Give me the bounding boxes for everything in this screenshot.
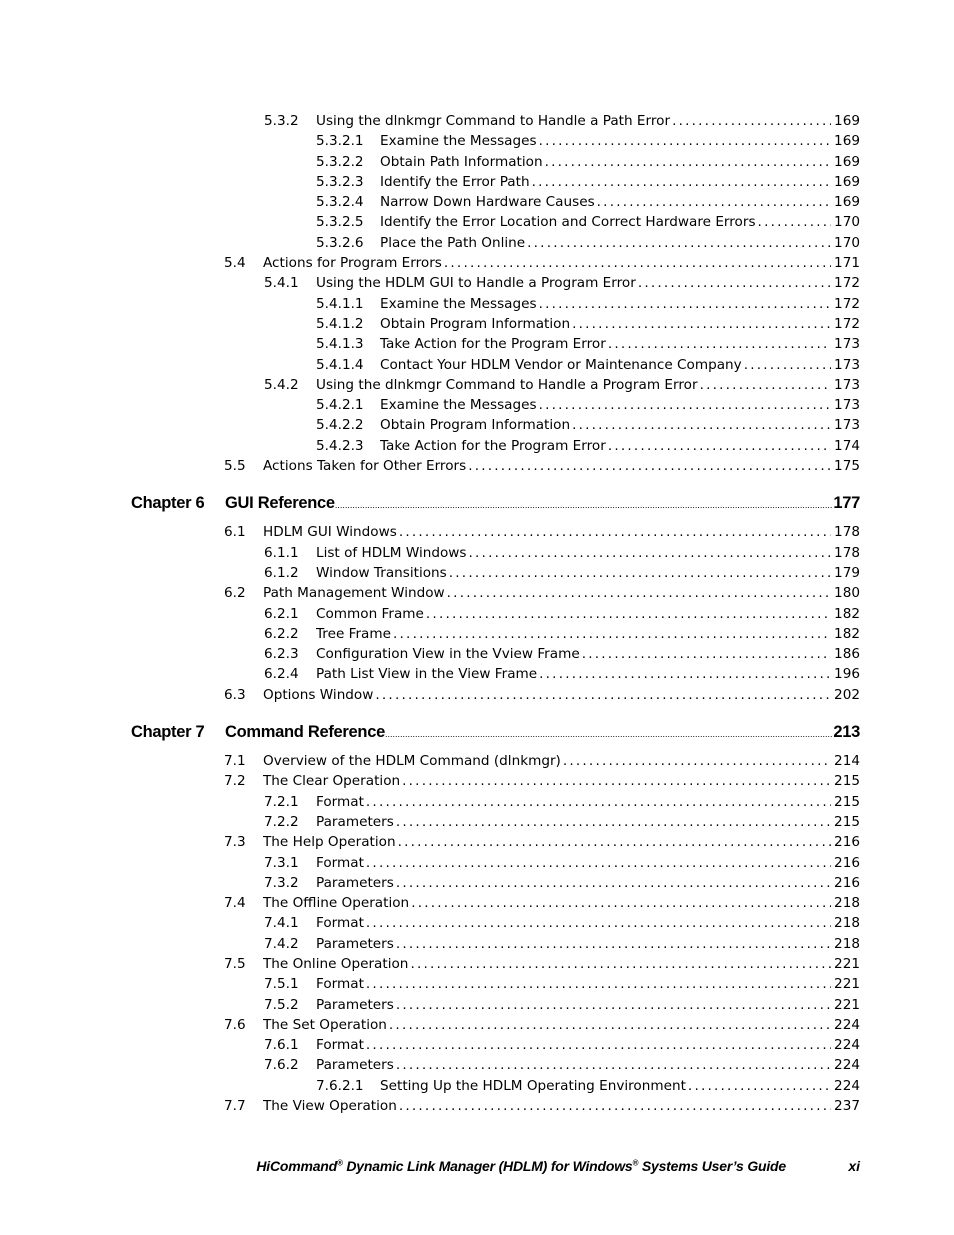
section-title-line <box>380 355 860 375</box>
toc-entry[interactable] <box>0 522 954 542</box>
section-number: 7.2.2 <box>264 813 299 830</box>
section-page-number: 173 <box>834 417 860 434</box>
section-page-number: 224 <box>834 1057 860 1074</box>
dot-leader <box>335 493 834 518</box>
section-page-number: 221 <box>834 996 860 1013</box>
section-title: Parameters <box>316 813 394 830</box>
section-title: Actions for Program Errors <box>263 255 442 272</box>
section-number: 5.4.2 <box>264 376 299 393</box>
dot-leader <box>411 893 831 913</box>
dot-leader <box>375 685 831 705</box>
section-page-number: 218 <box>834 895 860 912</box>
section-title: Format <box>316 976 364 993</box>
toc-entry[interactable] <box>0 974 954 994</box>
toc-entry[interactable] <box>0 192 954 212</box>
dot-leader <box>426 604 831 624</box>
section-title-line <box>316 375 860 395</box>
toc-entry[interactable] <box>0 395 954 415</box>
toc-entry[interactable] <box>0 253 954 273</box>
section-page-number: 178 <box>834 544 860 561</box>
dot-leader <box>449 563 831 583</box>
dot-leader <box>469 543 832 563</box>
section-title-line <box>380 152 860 172</box>
section-number: 5.3.2.2 <box>316 153 364 170</box>
section-title: Using the HDLM GUI to Handle a Program Error <box>316 275 636 292</box>
section-title: Options Window <box>263 686 374 703</box>
section-title-line <box>263 893 860 913</box>
toc-chapter-entry[interactable] <box>0 720 954 745</box>
dot-leader <box>539 395 831 415</box>
footer-title-part2: Dynamic Link Manager (HDLM) for Windows <box>342 1158 633 1174</box>
section-page-number: 178 <box>834 524 860 541</box>
section-number: 5.3.2.6 <box>316 234 364 251</box>
dot-leader <box>396 1055 831 1075</box>
dot-leader <box>468 456 831 476</box>
toc-entry[interactable] <box>0 664 954 684</box>
section-title-line <box>380 415 860 435</box>
section-title-line <box>380 334 860 354</box>
section-number: 7.5.1 <box>264 976 299 993</box>
section-title-line <box>316 812 860 832</box>
section-page-number: 215 <box>834 793 860 810</box>
dot-leader <box>539 294 831 314</box>
dot-leader <box>582 644 831 664</box>
section-number: 5.4.2.2 <box>316 417 364 434</box>
section-title-line <box>263 832 860 852</box>
section-number: 5.4.1.3 <box>316 336 364 353</box>
dot-leader <box>396 873 831 893</box>
toc-entry[interactable] <box>0 624 954 644</box>
section-page-number: 172 <box>834 295 860 312</box>
section-page-number: 170 <box>834 214 860 231</box>
toc-entry[interactable] <box>0 111 954 131</box>
section-title: Examine the Messages <box>380 295 537 312</box>
section-number: 7.4.1 <box>264 915 299 932</box>
toc-entry[interactable] <box>0 415 954 435</box>
toc-entry[interactable] <box>0 604 954 624</box>
section-title: Identify the Error Location and Correct Hardware Errors <box>380 214 756 231</box>
section-number: 7.3.1 <box>264 854 299 871</box>
dot-leader <box>572 415 831 435</box>
section-number: 6.1 <box>224 524 246 541</box>
section-page-number: 170 <box>834 234 860 251</box>
section-title: Window Transitions <box>316 564 447 581</box>
toc-entry[interactable] <box>0 853 954 873</box>
section-page-number: 196 <box>834 666 860 683</box>
section-number: 5.4.1.2 <box>316 315 364 332</box>
section-page-number: 174 <box>834 437 860 454</box>
section-number: 7.2 <box>224 773 246 790</box>
section-number: 7.3.2 <box>264 874 299 891</box>
section-number: 7.6.2.1 <box>316 1077 364 1094</box>
dot-leader <box>396 995 831 1015</box>
chapter-page-number: 213 <box>833 723 860 742</box>
section-title: Tree Frame <box>316 625 391 642</box>
section-title-line <box>316 792 860 812</box>
dot-leader <box>385 722 833 747</box>
section-number: 6.2.4 <box>264 666 299 683</box>
dot-leader <box>366 913 831 933</box>
section-page-number: 224 <box>834 1037 860 1054</box>
section-title: Configuration View in the Vview Frame <box>316 646 580 663</box>
section-title-line <box>316 974 860 994</box>
toc-entry[interactable] <box>0 131 954 151</box>
section-page-number: 216 <box>834 874 860 891</box>
section-title: Obtain Program Information <box>380 417 571 434</box>
toc-entry[interactable] <box>0 685 954 705</box>
section-page-number: 218 <box>834 915 860 932</box>
section-title: Using the dlnkmgr Command to Handle a Path Error <box>316 113 671 129</box>
section-page-number: 218 <box>834 935 860 952</box>
section-title-line <box>380 395 860 415</box>
dot-leader <box>700 375 831 395</box>
dot-leader <box>608 334 831 354</box>
section-title: Examine the Messages <box>380 397 537 414</box>
section-number: 7.6.1 <box>264 1037 299 1054</box>
section-page-number: 182 <box>834 605 860 622</box>
section-page-number: 173 <box>834 376 860 393</box>
toc-entry[interactable] <box>0 832 954 852</box>
section-number: 7.4.2 <box>264 935 299 952</box>
section-title: Parameters <box>316 935 394 952</box>
dot-leader <box>399 1096 831 1116</box>
dot-leader <box>389 1015 831 1035</box>
footer-page-number: xi <box>848 1158 860 1174</box>
section-title: Format <box>316 1037 364 1054</box>
section-title-line <box>263 583 860 603</box>
dot-leader <box>572 314 831 334</box>
dot-leader <box>366 974 831 994</box>
section-title-line <box>316 1035 860 1055</box>
dot-leader <box>688 1076 831 1096</box>
toc-entry[interactable] <box>0 152 954 172</box>
section-title: Format <box>316 793 364 810</box>
section-number: 7.5.2 <box>264 996 299 1013</box>
section-title-line <box>316 995 860 1015</box>
section-page-number: 172 <box>834 275 860 292</box>
section-title: Parameters <box>316 1057 394 1074</box>
dot-leader <box>638 273 831 293</box>
section-title-line <box>263 522 860 542</box>
section-page-number: 173 <box>834 397 860 414</box>
section-number: 5.3.2.3 <box>316 173 364 190</box>
section-number: 6.3 <box>224 686 246 703</box>
section-number: 7.3 <box>224 834 246 851</box>
toc-entry[interactable] <box>0 375 954 395</box>
section-number: 5.5 <box>224 458 246 475</box>
section-page-number: 169 <box>834 133 860 150</box>
section-title-line <box>316 563 860 583</box>
dot-leader <box>744 355 831 375</box>
section-title-line <box>380 1076 860 1096</box>
section-title: The Offline Operation <box>263 895 410 912</box>
section-page-number: 171 <box>834 255 860 272</box>
section-number: 7.2.1 <box>264 793 299 810</box>
toc-entry[interactable] <box>0 934 954 954</box>
dot-leader <box>410 954 831 974</box>
footer-title-part1: HiCommand <box>256 1158 337 1174</box>
section-title-line <box>316 644 860 664</box>
section-page-number: 169 <box>834 194 860 211</box>
section-title-line <box>316 604 860 624</box>
dot-leader <box>444 253 831 273</box>
section-title-line <box>263 771 860 791</box>
toc-entry[interactable] <box>0 294 954 314</box>
toc-entry[interactable] <box>0 273 954 293</box>
dot-leader <box>366 1035 831 1055</box>
section-title: Obtain Program Information <box>380 315 571 332</box>
section-title: The Online Operation <box>263 955 409 972</box>
section-title: List of HDLM Windows <box>316 544 467 561</box>
dot-leader <box>608 436 831 456</box>
section-number: 7.4 <box>224 895 246 912</box>
section-title-line <box>380 294 860 314</box>
section-title-line <box>380 212 860 232</box>
dot-leader <box>672 111 831 131</box>
dot-leader <box>398 832 831 852</box>
section-title-line <box>316 913 860 933</box>
section-number: 5.4.2.1 <box>316 397 364 414</box>
section-title-line <box>263 685 860 705</box>
toc-entry[interactable] <box>0 172 954 192</box>
section-title: Format <box>316 915 364 932</box>
toc-entry[interactable] <box>0 1015 954 1035</box>
section-number: 6.2.1 <box>264 605 299 622</box>
section-title: Parameters <box>316 996 394 1013</box>
section-page-number: 216 <box>834 834 860 851</box>
section-title: Place the Path Online <box>380 234 526 251</box>
section-number: 5.3.2.4 <box>316 194 364 211</box>
section-page-number: 169 <box>834 113 860 129</box>
chapter-label: Chapter 7 <box>131 723 205 742</box>
page-footer <box>0 1158 954 1180</box>
section-title: Overview of the HDLM Command (dlnkmgr) <box>263 753 561 770</box>
dot-leader <box>539 664 831 684</box>
section-title-line <box>380 436 860 456</box>
section-page-number: 169 <box>834 153 860 170</box>
chapter-title: GUI Reference <box>225 494 335 513</box>
dot-leader <box>563 751 831 771</box>
section-title-line <box>263 954 860 974</box>
section-page-number: 169 <box>834 173 860 190</box>
section-title-line <box>316 934 860 954</box>
registered-mark: ® <box>337 1158 343 1168</box>
section-page-number: 173 <box>834 336 860 353</box>
section-number: 5.4.2.3 <box>316 437 364 454</box>
section-title: Actions Taken for Other Errors <box>263 458 467 475</box>
dot-leader <box>399 522 831 542</box>
section-title: Narrow Down Hardware Causes <box>380 194 595 211</box>
chapter-title: Command Reference <box>225 723 385 742</box>
dot-leader <box>758 212 832 232</box>
dot-leader <box>402 771 831 791</box>
section-number: 5.4.1 <box>264 275 299 292</box>
section-title: Path List View in the View Frame <box>316 666 538 683</box>
section-number: 5.4.1.4 <box>316 356 364 373</box>
section-page-number: 172 <box>834 315 860 332</box>
registered-mark: ® <box>632 1158 639 1168</box>
section-page-number: 216 <box>834 854 860 871</box>
section-page-number: 175 <box>834 458 860 475</box>
toc-entry[interactable] <box>0 436 954 456</box>
section-page-number: 214 <box>834 753 860 770</box>
toc-entry[interactable] <box>0 792 954 812</box>
section-title: Examine the Messages <box>380 133 537 150</box>
section-title: Parameters <box>316 874 394 891</box>
section-page-number: 224 <box>834 1077 860 1094</box>
section-title: Identify the Error Path <box>380 173 530 190</box>
section-title: Obtain Path Information <box>380 153 543 170</box>
section-title-line <box>380 172 860 192</box>
section-page-number: 180 <box>834 585 860 602</box>
toc-entry[interactable] <box>0 995 954 1015</box>
toc-entry[interactable] <box>0 543 954 563</box>
section-title-line <box>316 1055 860 1075</box>
dot-leader <box>396 812 831 832</box>
toc-entry[interactable] <box>0 913 954 933</box>
section-number: 7.5 <box>224 955 246 972</box>
toc-entry[interactable] <box>0 583 954 603</box>
toc-chapter-entry[interactable] <box>0 491 954 516</box>
section-number: 6.1.1 <box>264 544 299 561</box>
section-page-number: 186 <box>834 646 860 663</box>
section-title-line <box>316 873 860 893</box>
toc-entry[interactable] <box>0 1076 954 1096</box>
dot-leader <box>527 233 831 253</box>
section-title-line <box>316 111 860 131</box>
section-title: The View Operation <box>263 1098 397 1115</box>
section-title: The Help Operation <box>263 834 396 851</box>
toc-entry[interactable] <box>0 751 954 771</box>
section-title-line <box>316 664 860 684</box>
section-page-number: 237 <box>834 1098 860 1115</box>
section-title: Take Action for the Program Error <box>380 437 606 454</box>
toc-entry[interactable] <box>0 1096 954 1116</box>
toc-entry[interactable] <box>0 812 954 832</box>
section-number: 7.6 <box>224 1016 246 1033</box>
section-number: 6.2.3 <box>264 646 299 663</box>
chapter-label: Chapter 6 <box>131 494 205 513</box>
section-title: Take Action for the Program Error <box>380 336 606 353</box>
toc-entry[interactable] <box>0 771 954 791</box>
section-page-number: 202 <box>834 686 860 703</box>
section-number: 7.1 <box>224 753 246 770</box>
section-page-number: 179 <box>834 564 860 581</box>
dot-leader <box>366 853 831 873</box>
section-number: 6.2 <box>224 585 246 602</box>
toc-entry[interactable] <box>0 233 954 253</box>
dot-leader <box>532 172 831 192</box>
toc-entry[interactable] <box>0 334 954 354</box>
section-title-line <box>380 314 860 334</box>
section-page-number: 221 <box>834 955 860 972</box>
dot-leader <box>396 934 831 954</box>
chapter-title-line <box>225 491 860 518</box>
section-title: Format <box>316 854 364 871</box>
toc-entry[interactable] <box>0 563 954 583</box>
toc-entry[interactable] <box>0 1055 954 1075</box>
toc-entry[interactable] <box>0 954 954 974</box>
section-title-line <box>316 624 860 644</box>
section-number: 5.4.1.1 <box>316 295 364 312</box>
toc-entry[interactable] <box>0 644 954 664</box>
dot-leader <box>539 131 831 151</box>
toc-entry[interactable] <box>0 873 954 893</box>
section-page-number: 224 <box>834 1016 860 1033</box>
section-title: Common Frame <box>316 605 424 622</box>
section-title-line <box>380 192 860 212</box>
section-title-line <box>380 233 860 253</box>
footer-title-part3: Systems User’s Guide <box>638 1158 786 1174</box>
toc-entry[interactable] <box>0 1035 954 1055</box>
section-number: 6.1.2 <box>264 564 299 581</box>
dot-leader <box>447 583 831 603</box>
dot-leader <box>597 192 831 212</box>
section-title: HDLM GUI Windows <box>263 524 397 541</box>
section-title-line <box>316 543 860 563</box>
section-title: The Clear Operation <box>263 773 401 790</box>
section-page-number: 173 <box>834 356 860 373</box>
dot-leader <box>545 152 831 172</box>
section-title: Setting Up the HDLM Operating Environment <box>380 1077 686 1094</box>
toc-entry[interactable] <box>0 893 954 913</box>
section-title-line <box>380 131 860 151</box>
chapter-title-line <box>225 720 860 747</box>
section-title-line <box>263 253 860 273</box>
section-number: 5.4 <box>224 255 246 272</box>
toc-entry[interactable] <box>0 456 954 476</box>
section-number: 5.3.2.1 <box>316 133 364 150</box>
section-title-line <box>263 751 860 771</box>
section-title-line <box>263 1015 860 1035</box>
section-title: Contact Your HDLM Vendor or Maintenance Company <box>380 356 742 373</box>
section-title-line <box>263 1096 860 1116</box>
section-title: The Set Operation <box>263 1016 387 1033</box>
section-page-number: 215 <box>834 813 860 830</box>
section-page-number: 215 <box>834 773 860 790</box>
chapter-page-number: 177 <box>833 494 860 513</box>
section-number: 5.3.2 <box>264 113 299 129</box>
footer-document-title <box>256 1158 786 1174</box>
section-title: Path Management Window <box>263 585 445 602</box>
section-number: 5.3.2.5 <box>316 214 364 231</box>
section-title: Using the dlnkmgr Command to Handle a Program Error <box>316 376 698 393</box>
section-title-line <box>263 456 860 476</box>
section-number: 6.2.2 <box>264 625 299 642</box>
section-title-line <box>316 853 860 873</box>
toc-entry[interactable] <box>0 355 954 375</box>
table-of-contents <box>0 111 954 1116</box>
section-number: 7.6.2 <box>264 1057 299 1074</box>
section-page-number: 182 <box>834 625 860 642</box>
section-page-number: 221 <box>834 976 860 993</box>
dot-leader <box>393 624 831 644</box>
toc-entry[interactable] <box>0 314 954 334</box>
section-number: 7.7 <box>224 1098 246 1115</box>
toc-entry[interactable] <box>0 212 954 232</box>
section-title-line <box>316 273 860 293</box>
dot-leader <box>366 792 831 812</box>
